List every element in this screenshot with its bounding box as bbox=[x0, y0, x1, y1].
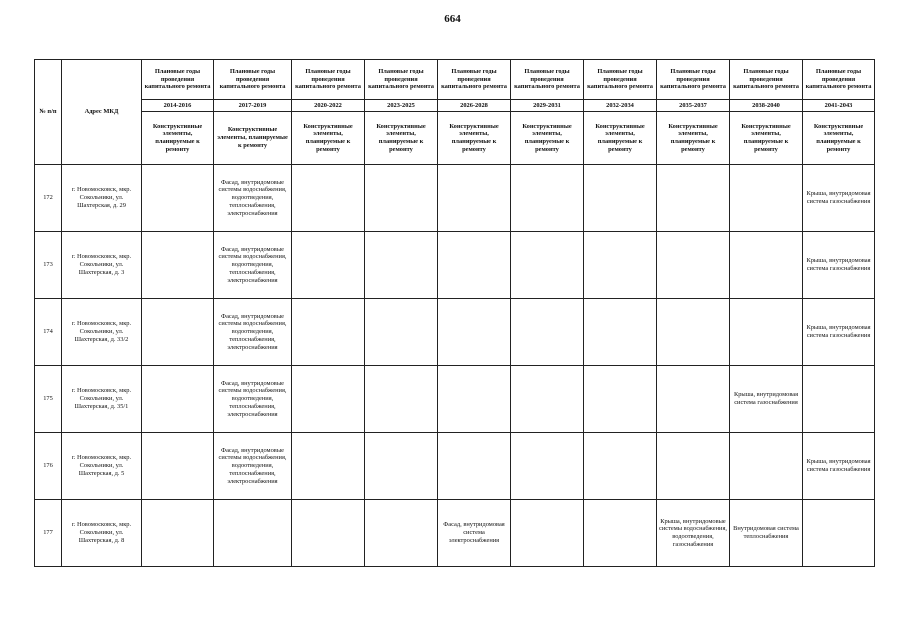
row-cell bbox=[657, 433, 730, 500]
row-cell bbox=[142, 299, 214, 366]
table-body bbox=[35, 60, 875, 567]
row-cell: Фасад, внутридомовые системы водоснабжения, водоотведения, теплоснабжения, электроснабжения bbox=[214, 299, 292, 366]
row-cell bbox=[365, 500, 438, 567]
header-period: 2038-2040 bbox=[730, 100, 803, 112]
row-cell bbox=[657, 299, 730, 366]
header-elements: Конструктивные элементы, планируемые к ремонту bbox=[657, 112, 730, 165]
row-cell bbox=[584, 299, 657, 366]
row-cell: Крыша, внутридомовая система газоснабжения bbox=[803, 165, 875, 232]
row-cell bbox=[292, 299, 365, 366]
row-cell bbox=[511, 433, 584, 500]
row-number: 176 bbox=[35, 433, 62, 500]
row-cell bbox=[511, 299, 584, 366]
row-cell bbox=[365, 232, 438, 299]
row-cell bbox=[803, 366, 875, 433]
row-cell bbox=[292, 433, 365, 500]
repair-schedule-table bbox=[34, 59, 875, 567]
header-planned-years: Плановые годы проведения капитального ремонта bbox=[365, 60, 438, 100]
row-number: 172 bbox=[35, 165, 62, 232]
table-row bbox=[35, 500, 875, 567]
header-elements: Конструктивные элементы, планируемые к ремонту bbox=[292, 112, 365, 165]
header-elements: Конструктивные элементы, планируемые к ремонту bbox=[214, 112, 292, 165]
header-elements: Конструктивные элементы, планируемые к ремонту bbox=[511, 112, 584, 165]
row-cell bbox=[511, 500, 584, 567]
row-cell: Фасад, внутридомовые системы водоснабжения, водоотведения, теплоснабжения, электроснабжения bbox=[214, 433, 292, 500]
row-cell bbox=[292, 366, 365, 433]
row-number: 177 bbox=[35, 500, 62, 567]
row-cell: Крыша, внутридомовые системы водоснабжения, водоотведения, газоснабжения bbox=[657, 500, 730, 567]
header-address: Адрес МКД bbox=[62, 60, 142, 165]
row-cell bbox=[511, 366, 584, 433]
row-cell bbox=[365, 299, 438, 366]
row-cell bbox=[365, 433, 438, 500]
row-cell bbox=[142, 433, 214, 500]
header-period: 2026-2028 bbox=[438, 100, 511, 112]
row-cell bbox=[214, 500, 292, 567]
row-cell bbox=[657, 366, 730, 433]
header-planned-years: Плановые годы проведения капитального ремонта bbox=[803, 60, 875, 100]
row-cell bbox=[142, 500, 214, 567]
row-cell bbox=[365, 366, 438, 433]
header-elements: Конструктивные элементы, планируемые к ремонту bbox=[438, 112, 511, 165]
row-cell bbox=[292, 165, 365, 232]
header-period: 2020-2022 bbox=[292, 100, 365, 112]
row-cell bbox=[438, 299, 511, 366]
row-cell: Фасад, внутридомовые системы водоснабжения, водоотведения, теплоснабжения, электроснабжения bbox=[214, 366, 292, 433]
row-cell: Крыша, внутридомовая система газоснабжения bbox=[803, 232, 875, 299]
row-cell: Крыша, внутридомовая система газоснабжения bbox=[730, 366, 803, 433]
row-cell bbox=[292, 500, 365, 567]
row-cell bbox=[730, 232, 803, 299]
row-address: г. Новомосковск, мкр. Сокольники, ул. Шахтерская, д. 29 bbox=[62, 165, 142, 232]
header-period: 2017-2019 bbox=[214, 100, 292, 112]
header-planned-years: Плановые годы проведения капитального ремонта bbox=[142, 60, 214, 100]
row-cell bbox=[584, 165, 657, 232]
header-row-elements bbox=[35, 112, 875, 165]
row-cell: Внутридомовая система теплоснабжения bbox=[730, 500, 803, 567]
header-elements: Конструктивные элементы, планируемые к ремонту bbox=[803, 112, 875, 165]
row-number: 174 bbox=[35, 299, 62, 366]
header-row-periods bbox=[35, 100, 875, 112]
row-address: г. Новомосковск, мкр. Сокольники, ул. Шахтерская, д. 35/1 bbox=[62, 366, 142, 433]
row-cell bbox=[365, 165, 438, 232]
table-row bbox=[35, 232, 875, 299]
header-elements: Конструктивные элементы, планируемые к ремонту bbox=[142, 112, 214, 165]
row-cell bbox=[438, 366, 511, 433]
row-cell bbox=[142, 232, 214, 299]
row-number: 173 bbox=[35, 232, 62, 299]
header-planned-years: Плановые годы проведения капитального ремонта bbox=[438, 60, 511, 100]
row-cell bbox=[292, 232, 365, 299]
header-planned-years: Плановые годы проведения капитального ремонта bbox=[511, 60, 584, 100]
header-elements: Конструктивные элементы, планируемые к ремонту bbox=[584, 112, 657, 165]
row-address: г. Новомосковск, мкр. Сокольники, ул. Шахтерская, д. 33/2 bbox=[62, 299, 142, 366]
row-cell bbox=[511, 165, 584, 232]
header-planned-years: Плановые годы проведения капитального ремонта bbox=[214, 60, 292, 100]
row-cell: Крыша, внутридомовая система газоснабжения bbox=[803, 433, 875, 500]
row-cell: Фасад, внутридомовая система электроснабжения bbox=[438, 500, 511, 567]
header-period: 2023-2025 bbox=[365, 100, 438, 112]
row-cell bbox=[730, 433, 803, 500]
table-row bbox=[35, 433, 875, 500]
row-cell bbox=[438, 165, 511, 232]
row-address: г. Новомосковск, мкр. Сокольники, ул. Шахтерская, д. 5 bbox=[62, 433, 142, 500]
row-cell: Крыша, внутридомовая система газоснабжения bbox=[803, 299, 875, 366]
row-cell bbox=[657, 165, 730, 232]
header-period: 2035-2037 bbox=[657, 100, 730, 112]
page-number: 664 bbox=[444, 13, 461, 25]
row-address: г. Новомосковск, мкр. Сокольники, ул. Шахтерская, д. 3 bbox=[62, 232, 142, 299]
header-elements: Конструктивные элементы, планируемые к ремонту bbox=[365, 112, 438, 165]
table-row bbox=[35, 366, 875, 433]
row-cell bbox=[584, 433, 657, 500]
row-cell bbox=[730, 165, 803, 232]
row-cell bbox=[142, 366, 214, 433]
row-cell: Фасад, внутридомовые системы водоснабжения, водоотведения, теплоснабжения, электроснабжения bbox=[214, 232, 292, 299]
row-cell bbox=[584, 232, 657, 299]
row-cell bbox=[511, 232, 584, 299]
row-cell bbox=[438, 232, 511, 299]
header-period: 2041-2043 bbox=[803, 100, 875, 112]
row-cell bbox=[584, 500, 657, 567]
header-planned-years: Плановые годы проведения капитального ремонта bbox=[292, 60, 365, 100]
row-number: 175 bbox=[35, 366, 62, 433]
table-row bbox=[35, 299, 875, 366]
row-cell bbox=[584, 366, 657, 433]
header-period: 2014-2016 bbox=[142, 100, 214, 112]
header-period: 2032-2034 bbox=[584, 100, 657, 112]
header-planned-years: Плановые годы проведения капитального ремонта bbox=[657, 60, 730, 100]
row-cell bbox=[730, 299, 803, 366]
header-period: 2029-2031 bbox=[511, 100, 584, 112]
header-row-titles bbox=[35, 60, 875, 100]
header-elements: Конструктивные элементы, планируемые к ремонту bbox=[730, 112, 803, 165]
header-planned-years: Плановые годы проведения капитального ремонта bbox=[584, 60, 657, 100]
row-cell bbox=[438, 433, 511, 500]
row-address: г. Новомосковск, мкр. Сокольники, ул. Шахтерская, д. 8 bbox=[62, 500, 142, 567]
row-cell bbox=[142, 165, 214, 232]
row-cell: Фасад, внутридомовые системы водоснабжения, водоотведения, теплоснабжения, электроснабжения bbox=[214, 165, 292, 232]
header-num: № п/п bbox=[35, 60, 62, 165]
row-cell bbox=[803, 500, 875, 567]
table-row bbox=[35, 165, 875, 232]
header-planned-years: Плановые годы проведения капитального ремонта bbox=[730, 60, 803, 100]
row-cell bbox=[657, 232, 730, 299]
